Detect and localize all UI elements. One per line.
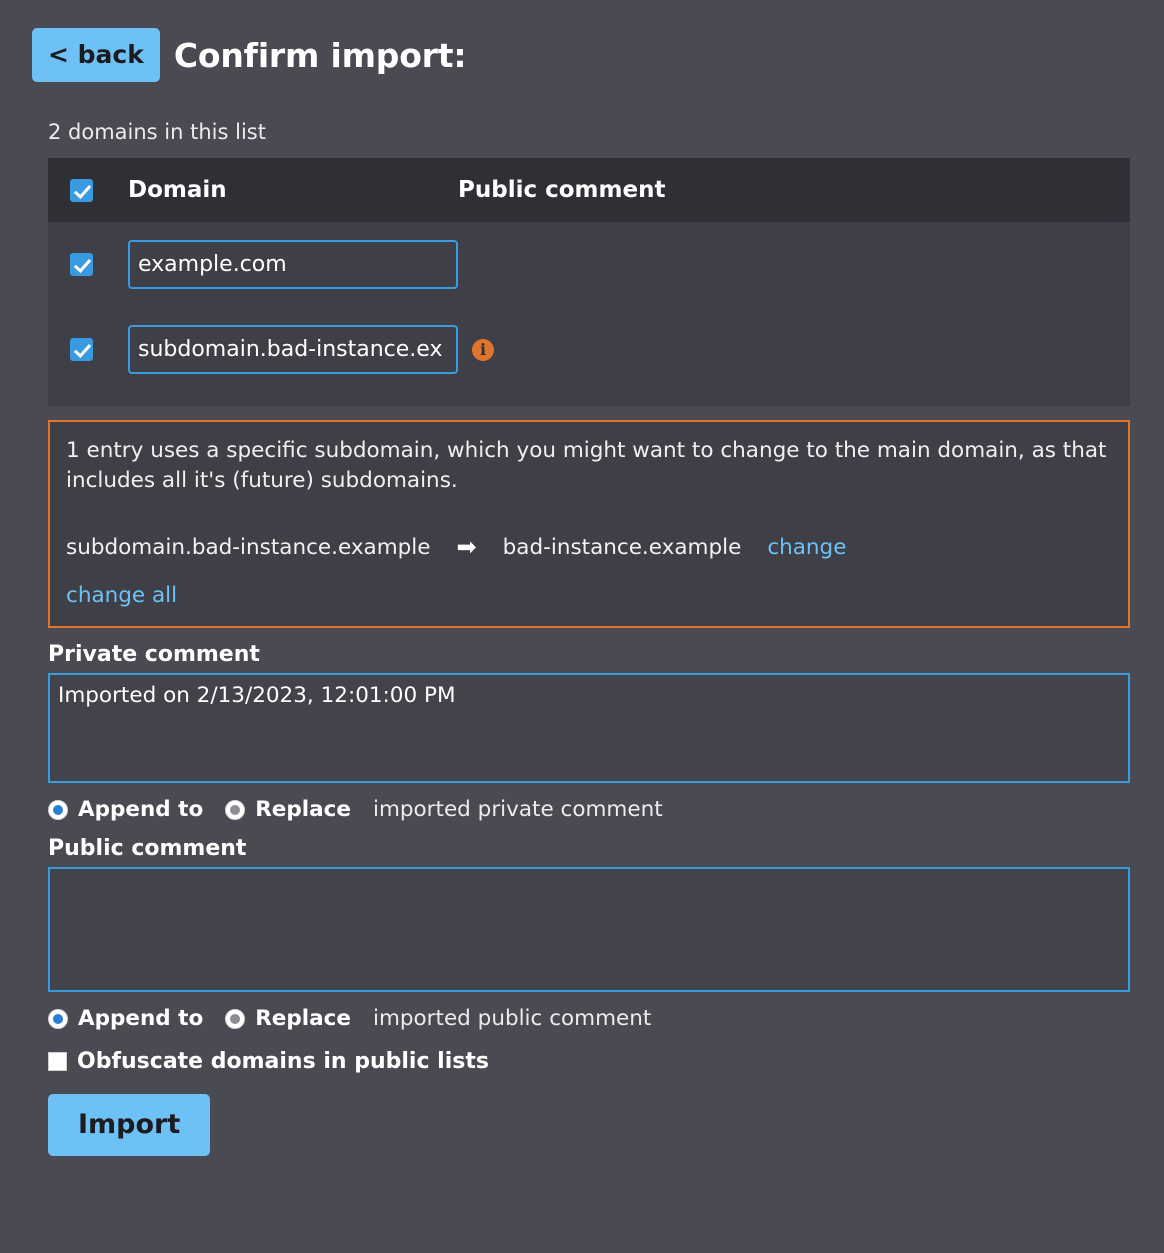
private-append-radio[interactable]	[48, 800, 68, 820]
public-append-label: Append to	[78, 1006, 204, 1032]
public-replace-radio[interactable]	[225, 1009, 245, 1029]
domains-table	[48, 158, 1130, 406]
import-button[interactable]: Import	[48, 1094, 210, 1156]
public-replace-label: Replace	[255, 1006, 351, 1032]
change-all-row	[66, 583, 1112, 608]
private-replace-radio[interactable]	[225, 800, 245, 820]
private-comment-textarea[interactable]	[48, 673, 1130, 783]
obfuscate-label: Obfuscate domains in public lists	[77, 1049, 489, 1075]
column-header-public-comment: Public comment	[458, 177, 666, 203]
back-button[interactable]: < back	[32, 28, 160, 82]
domain-count-text: 2 domains in this list	[48, 120, 266, 144]
private-comment-label: Private comment	[48, 642, 260, 668]
table-header-row	[48, 158, 1130, 222]
column-header-domain: Domain	[128, 177, 227, 203]
private-replace-label: Replace	[255, 797, 351, 823]
table-row	[70, 307, 1130, 392]
obfuscate-checkbox[interactable]	[48, 1052, 67, 1071]
table-row	[70, 222, 1130, 307]
subdomain-mapping-row	[66, 533, 1112, 561]
public-comment-mode-group	[48, 1006, 1132, 1031]
arrow-right-icon: ➡	[456, 533, 477, 562]
public-append-radio[interactable]	[48, 1009, 68, 1029]
row-checkbox[interactable]	[70, 338, 93, 361]
page-title: Confirm import:	[173, 35, 467, 75]
domain-input[interactable]	[128, 240, 458, 289]
obfuscate-row	[48, 1049, 1132, 1074]
info-icon: i	[472, 339, 494, 361]
domain-input[interactable]	[128, 325, 458, 374]
public-comment-label: Public comment	[48, 836, 247, 862]
row-checkbox[interactable]	[70, 253, 93, 276]
mapping-source: subdomain.bad-instance.example	[66, 534, 431, 560]
page-header	[32, 28, 1132, 82]
subdomain-warning-box	[48, 420, 1130, 628]
change-link[interactable]: change	[767, 534, 847, 560]
warning-text: 1 entry uses a specific subdomain, which you might want to change to the main domain, as that includes all it's (future) subdomains.	[66, 438, 1107, 493]
table-body	[48, 222, 1130, 406]
mapping-target: bad-instance.example	[502, 534, 742, 560]
public-mode-tail: imported public comment	[372, 1006, 652, 1032]
private-comment-mode-group	[48, 797, 1132, 822]
private-mode-tail: imported private comment	[372, 797, 663, 823]
private-append-label: Append to	[78, 797, 204, 823]
public-comment-textarea[interactable]	[48, 867, 1130, 992]
change-all-link[interactable]: change all	[66, 583, 178, 609]
select-all-checkbox[interactable]	[70, 179, 93, 202]
